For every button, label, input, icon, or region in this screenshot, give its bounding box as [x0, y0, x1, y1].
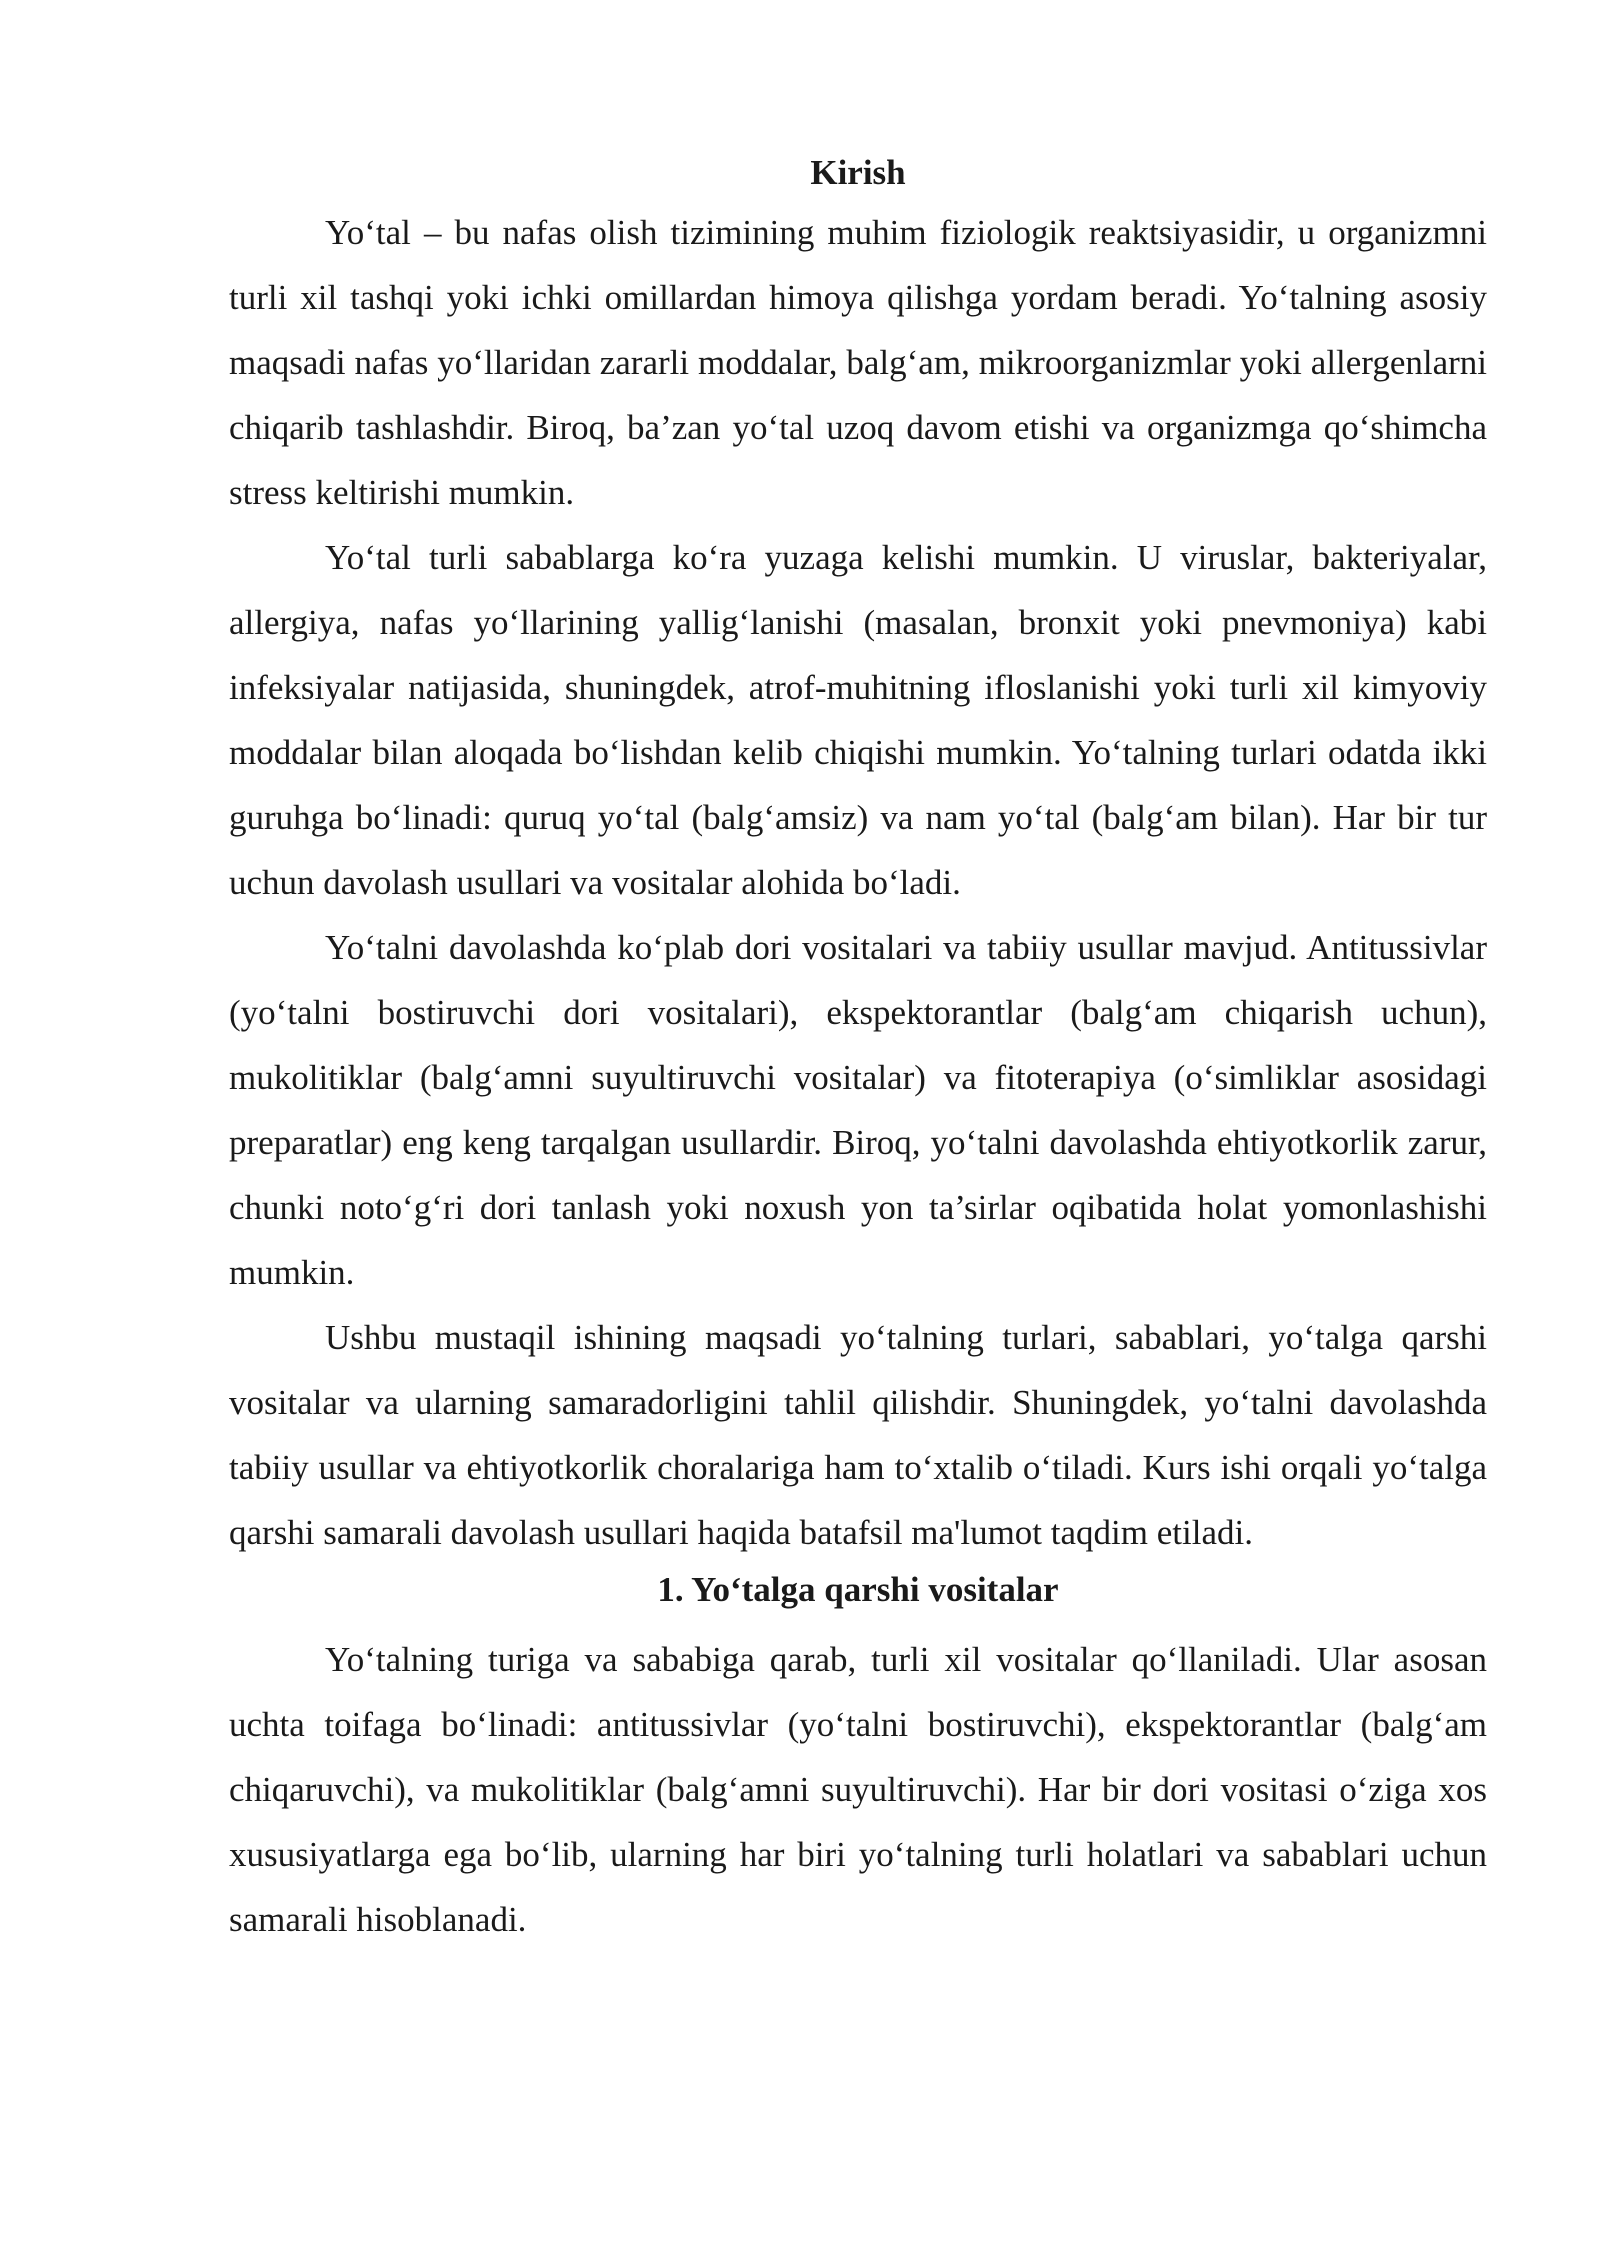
intro-paragraph-2: Yo‘tal turli sabablarga ko‘ra yuzaga kelishi mumkin. U viruslar, bakteriyalar, allergiya, nafas yo‘llarining yallig‘lanishi (masalan, bronxit yoki pnevmoniya) kabi infeksiyalar natijasida, shuningdek, atrof-muhitning ifloslanishi yoki turli xil kimyoviy moddalar bilan aloqada bo‘lishdan kelib chiqishi mumkin. Yo‘talning turlari odatda ikki guruhga bo‘linadi: quruq yo‘tal (balg‘amsiz) va nam yo‘tal (balg‘am bilan). Har bir tur uchun davolash usullari va vositalar alohida bo‘ladi. [229, 538, 1487, 902]
intro-paragraph-1: Yo‘tal – bu nafas olish tizimining muhim fiziologik reaktsiyasidir, u organizmni turli xil tashqi yoki ichki omillardan himoya qilishga yordam beradi. Yo‘talning asosiy maqsadi nafas yo‘llaridan zararli moddalar, balg‘am, mikroorganizmlar yoki allergenlarni chiqarib tashlashdir. Biroq, ba’zan yo‘tal uzoq davom etishi va organizmga qo‘shimcha stress keltirishi mumkin. [229, 213, 1487, 512]
intro-paragraph-4: Ushbu mustaqil ishining maqsadi yo‘talning turlari, sabablari, yo‘talga qarshi vositalar va ularning samaradorligini tahlil qilishdir. Shuningdek, yo‘talni davolashda tabiiy usullar va ehtiyotkorlik choralariga ham to‘xtalib o‘tiladi. Kurs ishi orqali yo‘talga qarshi samarali davolash usullari haqida batafsil ma'lumot taqdim etiladi. [229, 1318, 1487, 1552]
section-heading: 1. Yo‘talga qarshi vositalar [657, 1570, 1059, 1609]
page-content [229, 148, 1487, 1952]
section-paragraph-1: Yo‘talning turiga va sababiga qarab, turli xil vositalar qo‘llaniladi. Ular asosan uchta toifaga bo‘linadi: antitussivlar (yo‘talni bostiruvchi), ekspektorantlar (balg‘am chiqaruvchi), va mukolitiklar (balg‘amni suyultiruvchi). Har bir dori vositasi o‘ziga xos xususiyatlarga ega bo‘lib, ularning har biri yo‘talning turli holatlari va sabablari uchun samarali hisoblanadi. [229, 1640, 1487, 1939]
intro-paragraph-3: Yo‘talni davolashda ko‘plab dori vositalari va tabiiy usullar mavjud. Antitussivlar (yo‘talni bostiruvchi dori vositalari), ekspektorantlar (balg‘am chiqarish uchun), mukolitiklar (balg‘amni suyultiruvchi vositalar) va fitoterapiya (o‘simliklar asosidagi preparatlar) eng keng tarqalgan usullardir. Biroq, yo‘talni davolashda ehtiyotkorlik zarur, chunki noto‘g‘ri dori tanlash yoki noxush yon ta’sirlar oqibatida holat yomonlashishi mumkin. [229, 928, 1487, 1292]
intro-heading: Kirish [810, 153, 906, 192]
